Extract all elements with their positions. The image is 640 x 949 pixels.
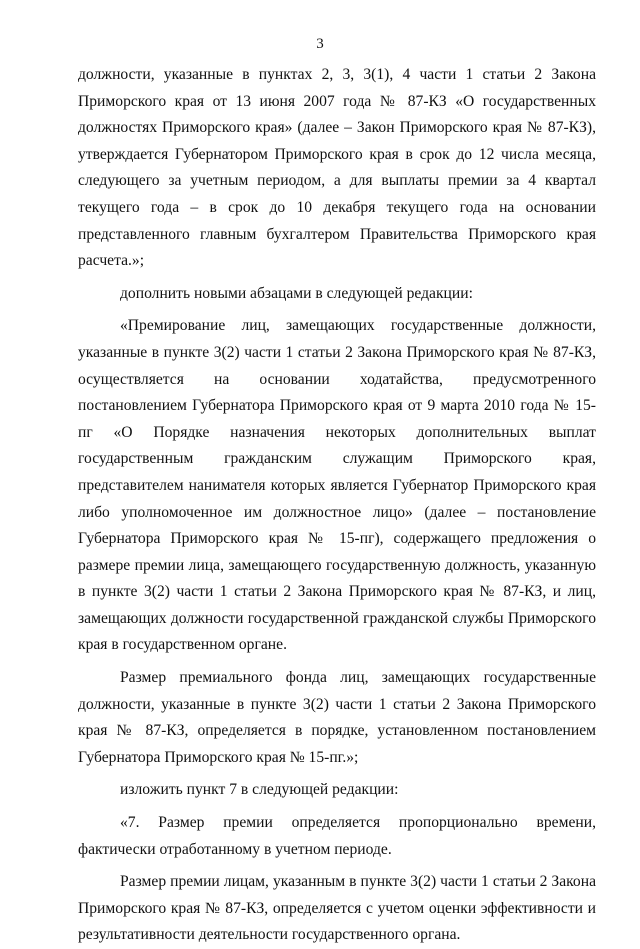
paragraph-bonus-size: Размер премии лицам, указанным в пункте 3(2) части 1 статьи 2 Закона Приморского края № 87-КЗ, определяется с учетом оценки эффективности и результативности деятельности государственного органа. (78, 873, 596, 944)
paragraph-point7: «7. Размер премии определяется пропорционально времени, фактически отработанному в учетном периоде. (78, 814, 596, 858)
page-number: 3 (316, 36, 324, 52)
paragraph-point7-intro: изложить пункт 7 в следующей редакции: (120, 781, 399, 799)
paragraph-amendment-intro: дополнить новыми абзацами в следующей редакции: (120, 284, 473, 302)
paragraph-continuation: должности, указанные в пунктах 2, 3, 3(1), 4 части 1 статьи 2 Закона Приморского края от 13 июня 2007 года № 87-КЗ «О государственных должностях Приморского края» (далее – Закон Приморского края № 87-КЗ), утверждается Губернатором Приморского края в срок до 12 числа месяца, следующего за учетным периодом, а для выплаты премии за 4 квартал текущего года – в срок до 10 декабря текущего года на основании представленного главным бухгалтером Правительства Приморского края расчета.»; (78, 66, 596, 270)
paragraph-bonus-fund: Размер премиального фонда лиц, замещающих государственные должности, указанные в пункте 3(2) части 1 статьи 2 Закона Приморского края № 87-КЗ, определяется в порядке, установленном постановлением Губернатора Приморского края № 15-пг.»; (78, 669, 596, 766)
paragraph-bonus-procedure: «Премирование лиц, замещающих государственные должности, указанные в пункте 3(2) части 1 статьи 2 Закона Приморского края № 87-КЗ, осуществляется на основании ходатайства, предусмотренного постановлением Губернатора Приморского края от 9 марта 2010 года № 15-пг «О Порядке назначения некоторых дополнительных выплат государственным гражданским служащим Приморского края, представителем нанимателя которых является Губернатор Приморского края либо уполномоченное им должностное лицо» (далее – постановление Губернатора Приморского края № 15-пг), содержащего предложения о размере премии лица, замещающего государственную должность, указанную в пункте 3(2) части 1 статьи 2 Закона Приморского края № 87-КЗ, и лиц, замещающих должности государственной гражданской службы Приморского края в государственном органе. (78, 317, 596, 654)
document-body (78, 62, 596, 949)
